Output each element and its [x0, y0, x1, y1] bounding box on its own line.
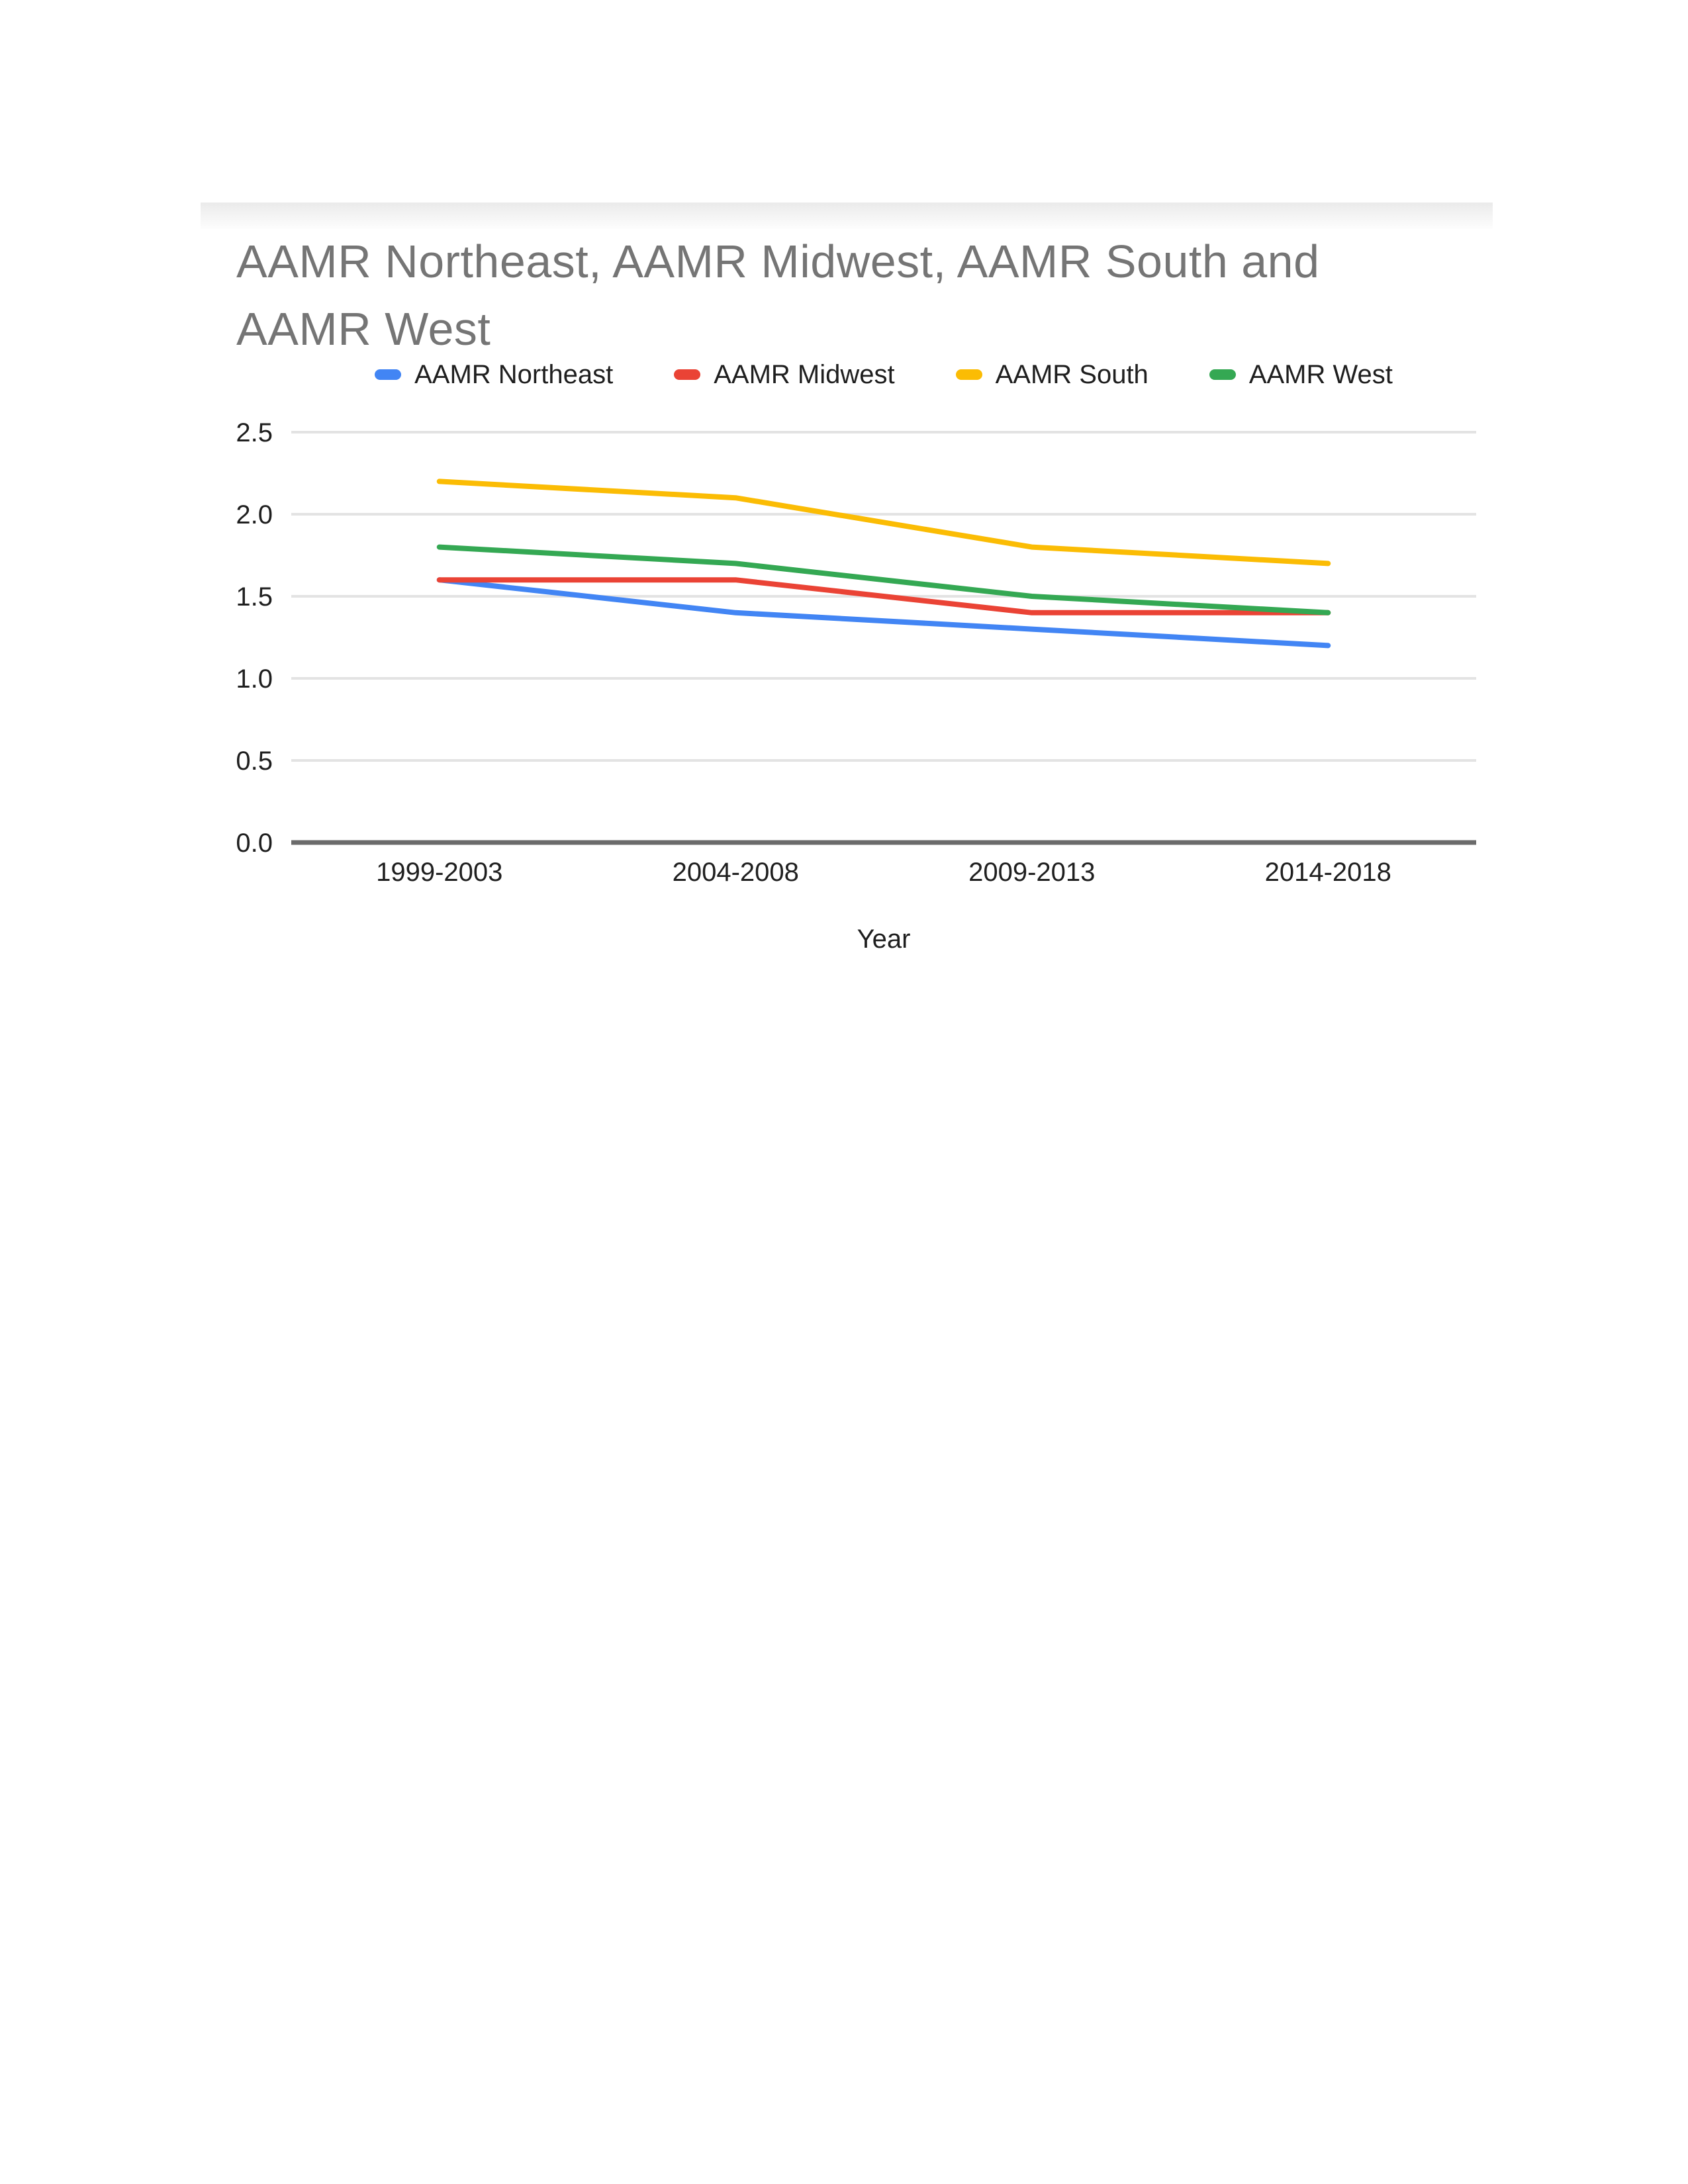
legend-marker-south-swatch [956, 369, 982, 380]
legend-label: AAMR West [1248, 359, 1393, 389]
x-tick-label: 2014-2018 [1264, 858, 1391, 887]
y-tick-label: 2.5 [236, 418, 273, 447]
y-tick-label: 0.5 [236, 747, 273, 776]
y-tick-label: 2.0 [236, 500, 273, 529]
series-line-aamr-south [440, 481, 1329, 563]
legend-marker-northeast-swatch [375, 369, 401, 380]
page-top-shadow [201, 203, 1493, 229]
legend-label: AAMR South [995, 359, 1149, 389]
line-chart-plot [199, 384, 1523, 979]
x-tick-label: 2009-2013 [968, 858, 1096, 887]
x-tick-label: 2004-2008 [672, 858, 799, 887]
legend-label: AAMR Midwest [714, 359, 895, 389]
y-tick-label: 1.5 [236, 582, 273, 612]
legend-marker-west-swatch [1209, 369, 1236, 380]
x-axis-title: Year [857, 925, 911, 954]
x-tick-label: 1999-2003 [376, 858, 503, 887]
legend-marker-midwest-swatch [674, 369, 700, 380]
legend-label: AAMR Northeast [414, 359, 614, 389]
y-tick-label: 0.0 [236, 829, 273, 858]
chart-title: AAMR Northeast, AAMR Midwest, AAMR South and AAMR West [236, 236, 1320, 355]
y-tick-label: 1.0 [236, 664, 273, 694]
